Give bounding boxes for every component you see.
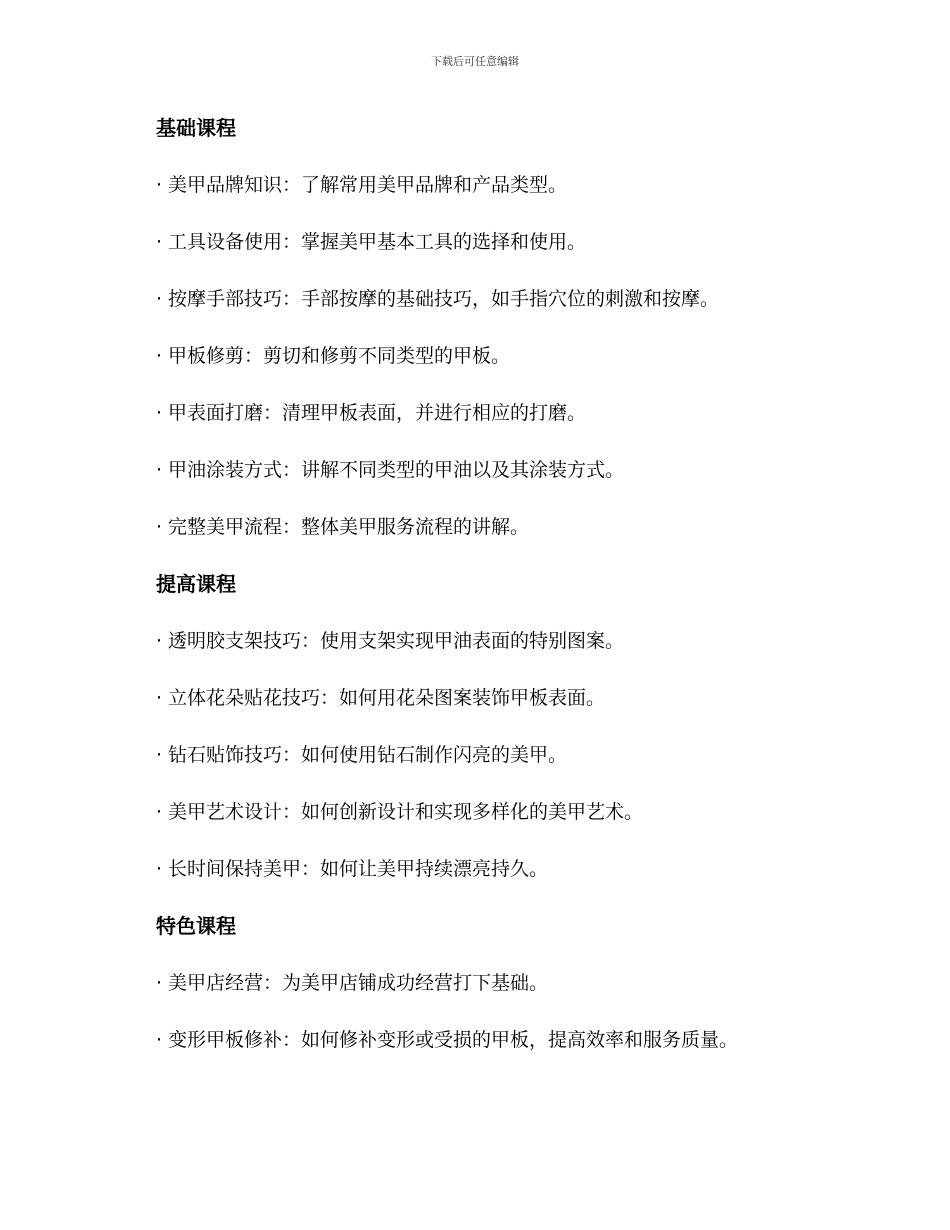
list-item-text: 甲表面打磨：清理甲板表面，并进行相应的打磨。 <box>168 402 587 424</box>
bullet-icon: · <box>156 1029 163 1051</box>
list-item <box>156 285 836 313</box>
bullet-icon: · <box>156 345 163 367</box>
list-item <box>156 513 836 541</box>
document-body <box>156 114 836 1054</box>
section-featured <box>156 912 836 1054</box>
list-item-text: 美甲艺术设计：如何创新设计和实现多样化的美甲艺术。 <box>168 801 644 823</box>
list-item-text: 透明胶支架技巧：使用支架实现甲油表面的特别图案。 <box>168 630 625 652</box>
list-item-text: 美甲品牌知识：了解常用美甲品牌和产品类型。 <box>168 174 568 196</box>
bullet-icon: · <box>156 459 163 481</box>
bullet-icon: · <box>156 402 163 424</box>
page-header: 下载后可任意编辑 <box>431 55 519 68</box>
bullet-icon: · <box>156 972 163 994</box>
list-item <box>156 1026 836 1054</box>
bullet-icon: · <box>156 630 163 652</box>
list-item-text: 按摩手部技巧：手部按摩的基础技巧，如手指穴位的刺激和按摩。 <box>168 288 720 310</box>
list-item-text: 立体花朵贴花技巧：如何用花朵图案装饰甲板表面。 <box>168 687 606 709</box>
section-title: 提高课程 <box>156 572 236 596</box>
list-item <box>156 342 836 370</box>
list-item <box>156 741 836 769</box>
bullet-icon: · <box>156 744 163 766</box>
list-item-text: 甲油涂装方式：讲解不同类型的甲油以及其涂装方式。 <box>168 459 625 481</box>
list-item <box>156 855 836 883</box>
list-item-text: 长时间保持美甲：如何让美甲持续漂亮持久。 <box>168 858 549 880</box>
list-item-text: 工具设备使用：掌握美甲基本工具的选择和使用。 <box>168 231 587 253</box>
list-item <box>156 171 836 199</box>
bullet-icon: · <box>156 687 163 709</box>
section-advanced <box>156 570 836 912</box>
bullet-icon: · <box>156 801 163 823</box>
bullet-icon: · <box>156 174 163 196</box>
list-item <box>156 399 836 427</box>
list-item-text: 变形甲板修补：如何修补变形或受损的甲板，提高效率和服务质量。 <box>168 1029 739 1051</box>
list-item <box>156 456 836 484</box>
list-item <box>156 798 836 826</box>
list-item <box>156 228 836 256</box>
list-item-text: 美甲店经营：为美甲店铺成功经营打下基础。 <box>168 972 549 994</box>
bullet-icon: · <box>156 288 163 310</box>
list-item-text: 完整美甲流程：整体美甲服务流程的讲解。 <box>168 516 530 538</box>
section-title: 特色课程 <box>156 914 236 938</box>
bullet-icon: · <box>156 858 163 880</box>
section-title: 基础课程 <box>156 116 236 140</box>
list-item <box>156 627 836 655</box>
list-item <box>156 969 836 997</box>
list-item <box>156 684 836 712</box>
bullet-icon: · <box>156 231 163 253</box>
bullet-icon: · <box>156 516 163 538</box>
list-item-text: 甲板修剪：剪切和修剪不同类型的甲板。 <box>168 345 511 367</box>
section-basic <box>156 114 836 570</box>
list-item-text: 钻石贴饰技巧：如何使用钻石制作闪亮的美甲。 <box>168 744 568 766</box>
